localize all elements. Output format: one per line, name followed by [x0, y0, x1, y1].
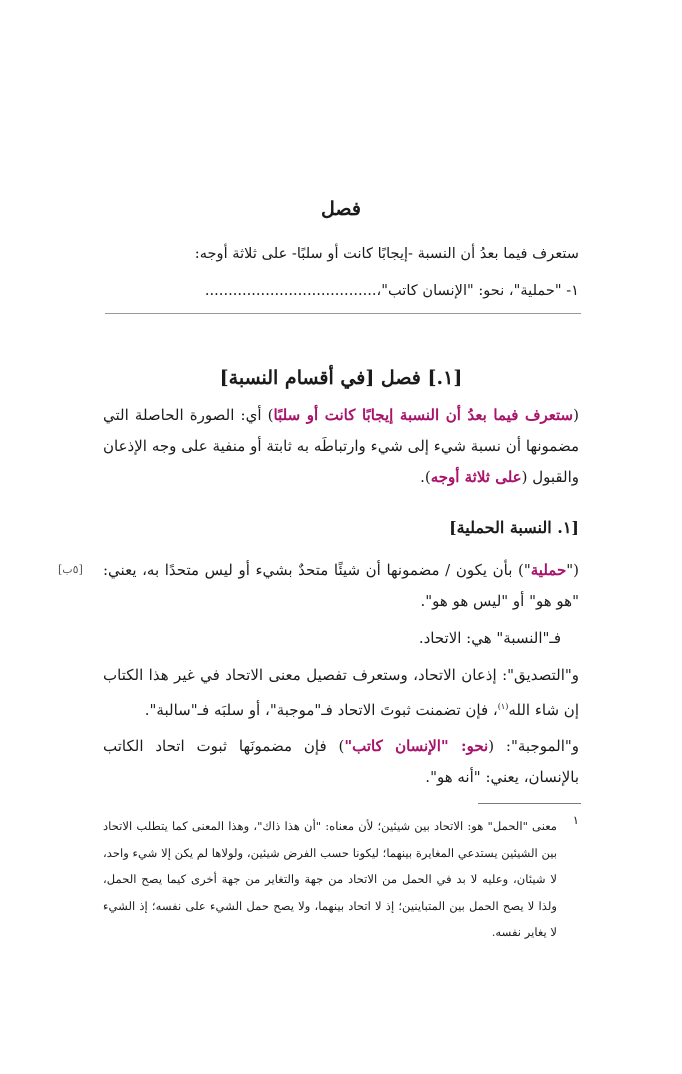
- p2-open: (": [566, 561, 579, 579]
- footnote-number: ١: [572, 813, 579, 827]
- p5-text-2: ) فإن مضمونَها ثبوت اتحاد الكاتب بالإنسان، يعني: "أنه هو".: [103, 737, 579, 786]
- footnote-separator: [478, 803, 581, 804]
- paragraph-5: [103, 731, 579, 793]
- footnote-reference[interactable]: (١): [497, 702, 509, 711]
- sub-heading: [١. النسبة الحملية]: [449, 518, 579, 537]
- p1-highlight-1: ستعرف فيما بعدُ أن النسبة إيجابًا كانت أو سلبًا: [273, 406, 574, 424]
- summary-line-2: ١- "حملية"، نحو: "الإنسان كاتب"،.....................................: [204, 282, 579, 299]
- footnote-text: معنى "الحمل" هو: الاتحاد بين شيئين؛ لأن معناه: "أن هذا ذاك"، وهذا المعنى كما يتطلب الاتحاد بين الشيئين يستدعي المغايرة بينهما؛ ليكونا حسب الفرض شيئين، ولولاها لم يكن إلا شيء واحد، لا شيئان، وعليه لا بد في الحمل من الاتحاد من جهة والتغاير من جهة أخرى كيما يصح الحمل، ولذا لا يصح الحمل بين المتباينين؛ إذ لا اتحاد بينهما، ولا يصح حمل الشيء على نفسه؛ إذ الشيء لا يغاير نفسه.: [103, 819, 557, 939]
- paragraph-2: [103, 555, 579, 617]
- summary-line-1: ستعرف فيما بعدُ أن النسبة -إيجابًا كانت أو سلبًا- على ثلاثة أوجه:: [194, 245, 579, 262]
- p1-text-1: ) أي: الصورة الحاصلة التي مضمونها أن نسبة شيء إلى شيء وارتباطَه به ثابتة أو منفية على وجه الإذعان والقبول (: [103, 406, 579, 486]
- p1-open: (: [573, 406, 579, 424]
- paragraph-1: [103, 400, 579, 493]
- p4-text-2: ، فإن تضمنت ثبوتَ الاتحاد فـ"موجبة"، أو سلبَه فـ"سالبة".: [144, 701, 498, 719]
- paragraph-4: [103, 660, 579, 726]
- p1-text-2: ).: [420, 468, 431, 486]
- margin-folio-note: [٥ب]: [58, 563, 83, 576]
- footnote: [103, 813, 579, 946]
- p2-highlight: حملية: [530, 561, 567, 579]
- p2-rest: ") بأن يكون / مضمونها أن شيئًا متحدٌ بشيء أو ليس متحدًا به، يعني: "هو هو" أو "ليس هو هو".: [103, 561, 579, 610]
- p4-text-1: و"التصديق": إذعان الاتحاد، وستعرف تفصيل معنى الاتحاد في غير هذا الكتاب إن شاء الله: [103, 666, 579, 719]
- p5-highlight: نحو: "الإنسان كاتب": [344, 737, 489, 755]
- paragraph-3: فـ"النسبة" هي: الاتحاد.: [418, 629, 561, 647]
- summary-title: فصل: [321, 198, 361, 220]
- p1-highlight-2: على ثلاثة أوجه: [430, 468, 522, 486]
- section-heading: [١.] فصل [في أقسام النسبة]: [219, 367, 463, 389]
- p5-text-1: و"الموجبة": (: [488, 737, 580, 755]
- summary-divider: [105, 313, 581, 314]
